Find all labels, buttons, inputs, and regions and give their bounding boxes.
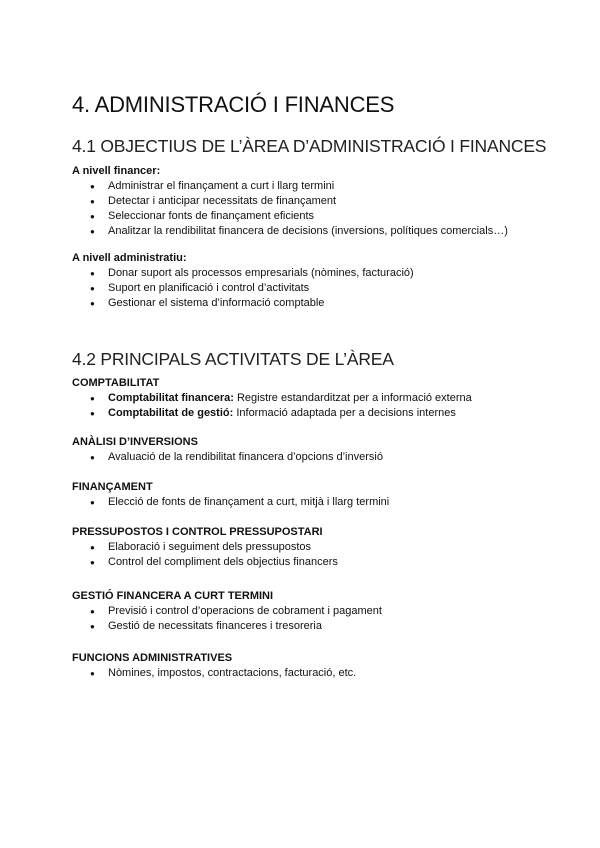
- section-1-title: 4.1 OBJECTIUS DE L’ÀREA D’ADMINISTRACIÓ I FINANCES: [72, 136, 547, 156]
- page-title: 4. ADMINISTRACIÓ I FINANCES: [72, 92, 395, 117]
- list-item: ● Gestionar el sistema d’informació comptable: [90, 297, 325, 309]
- bullet-icon: ●: [90, 394, 95, 403]
- financer-list: [72, 179, 542, 239]
- administratiu-list: [72, 266, 542, 311]
- gestio-block: [72, 589, 542, 634]
- financament-block: [72, 480, 542, 510]
- gestio-list: [72, 604, 542, 634]
- list-item: ● Control del compliment dels objectius financers: [90, 556, 338, 568]
- administratiu-block: [72, 251, 542, 311]
- comptabilitat-label: COMPTABILITAT: [72, 377, 160, 389]
- bullet-icon: ●: [90, 607, 95, 616]
- analisi-list: [72, 450, 542, 465]
- section-2-title: 4.2 PRINCIPALS ACTIVITATS DE L’ÀREA: [72, 349, 394, 369]
- administratiu-label: A nivell administratiu:: [72, 252, 187, 264]
- list-item: ● Elecció de fonts de finançament a curt, mitjà i llarg termini: [90, 496, 390, 508]
- term: Comptabilitat financera:: [108, 392, 234, 404]
- financament-list: [72, 495, 542, 510]
- bullet-icon: ●: [90, 669, 95, 678]
- gestio-label: GESTIÓ FINANCERA A CURT TERMINI: [72, 590, 274, 602]
- bullet-icon: ●: [90, 453, 95, 462]
- funcions-list: [72, 666, 542, 681]
- list-item: ● Gestió de necessitats financeres i tresoreria: [90, 620, 322, 632]
- pressupostos-list: [72, 540, 542, 570]
- analisi-block: [72, 435, 542, 465]
- list-item: ● Previsió i control d’operacions de cobrament i pagament: [90, 605, 382, 617]
- list-item: ● Nòmines, impostos, contractacions, facturació, etc.: [90, 667, 357, 679]
- bullet-icon: ●: [90, 558, 95, 567]
- list-item: ● Administrar el finançament a curt i llarg termini: [90, 180, 335, 192]
- list-item: ● Analitzar la rendibilitat financera de decisions (inversions, polítiques comercials…): [90, 225, 508, 237]
- bullet-icon: ●: [90, 299, 95, 308]
- list-item: ● Seleccionar fonts de finançament eficients: [90, 210, 315, 222]
- bullet-icon: ●: [90, 498, 95, 507]
- bullet-icon: ●: [90, 409, 95, 418]
- term: Comptabilitat de gestió:: [108, 407, 234, 419]
- list-item: ● Donar suport als processos empresarials (nòmines, facturació): [90, 267, 414, 279]
- bullet-icon: ●: [90, 269, 95, 278]
- financer-label: A nivell financer:: [72, 165, 161, 177]
- comptabilitat-block: [72, 376, 542, 421]
- bullet-icon: ●: [90, 543, 95, 552]
- bullet-icon: ●: [90, 212, 95, 221]
- list-item: ● Elaboració i seguiment dels pressupostos: [90, 541, 312, 553]
- list-item: ● Comptabilitat financera: Registre estandarditzat per a informació externa: [90, 392, 472, 404]
- pressupostos-block: [72, 525, 542, 570]
- bullet-icon: ●: [90, 182, 95, 191]
- analisi-label: ANÀLISI D’INVERSIONS: [72, 436, 198, 448]
- list-item: ● Avaluació de la rendibilitat financera d’opcions d’inversió: [90, 451, 383, 463]
- bullet-icon: ●: [90, 197, 95, 206]
- financer-block: [72, 164, 542, 239]
- funcions-block: [72, 651, 542, 681]
- financament-label: FINANÇAMENT: [72, 481, 153, 493]
- list-item: ● Detectar i anticipar necessitats de finançament: [90, 195, 337, 207]
- bullet-icon: ●: [90, 227, 95, 236]
- funcions-label: FUNCIONS ADMINISTRATIVES: [72, 652, 233, 664]
- list-item: ● Comptabilitat de gestió: Informació adaptada per a decisions internes: [90, 407, 456, 419]
- pressupostos-label: PRESSUPOSTOS I CONTROL PRESSUPOSTARI: [72, 526, 323, 538]
- bullet-icon: ●: [90, 622, 95, 631]
- bullet-icon: ●: [90, 284, 95, 293]
- list-item: ● Suport en planificació i control d’activitats: [90, 282, 310, 294]
- comptabilitat-list: [72, 391, 542, 421]
